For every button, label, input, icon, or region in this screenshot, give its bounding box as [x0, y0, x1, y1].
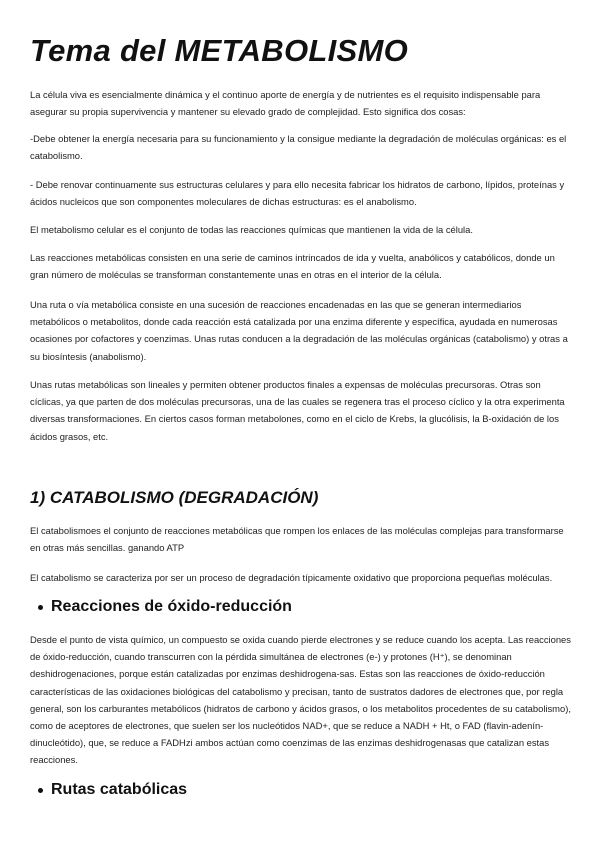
section-heading-catabolismo: 1) CATABOLISMO (DEGRADACIÓN) [30, 488, 319, 507]
bullet-heading-rutas [38, 781, 187, 799]
bullet-dot-icon [38, 788, 43, 793]
redox-paragraph: Desde el punto de vista químico, un compuesto se oxida cuando pierde electrones y se reduce cuando los acepta. Las reacciones de óxido-reducción, cuando transcurren con la pérdida simultánea de electrones (e-) y protones (H⁺), se denominan deshidrogenaciones, porque están catalizadas por enzimas deshidrogena-sas. Estas son las reacciones de óxido-reducción características de las oxidaciones biológicas del catabolismo y precisan, tanto de sustratos dadores de electrones que, por regla general, son los carburantes metabólicos (hidratos de carbono y ácidos grasos, o los metabolitos procedentes de su catabolismo), como de aceptores de electrones, que suelen ser los nucleótidos NAD+, que se reduce a NADH + Ht, o FAD (flavin-adenín-dinucleótido), que, se reduce a FADHzi ambos actúan como coenzimas de las enzimas deshidrogenasas que catalizan estas reacciones. [30, 634, 571, 766]
intro-paragraph-4: El metabolismo celular es el conjunto de todas las reacciones químicas que mantienen la vida de la célula. [30, 224, 473, 235]
bullet-heading-rutas-label: Rutas catabólicas [51, 781, 188, 798]
document-title: Tema del METABOLISMO [30, 33, 409, 68]
intro-paragraph-7: Unas rutas metabólicas son lineales y permiten obtener productos finales a expensas de moléculas precursoras. Otras son cíclicas, ya que parten de dos moléculas precursoras, una de las cuales se regenera tras el proceso cíclico y la otra experimenta diversas transformaciones. En ciertos casos forman metabolones, como en el ciclo de Krebs, la glucólisis, la B-oxidación de los ácidos grasos, etc. [30, 379, 565, 442]
bullet-dot-icon [38, 605, 43, 610]
intro-paragraph-2: -Debe obtener la energía necesaria para su funcionamiento y la consigue mediante la degradación de moléculas orgánicas: es el catabolismo. [30, 133, 567, 162]
catabolismo-paragraph-1: El catabolismoes el conjunto de reacciones metabólicas que rompen los enlaces de las moléculas complejas para transformarse en otras más sencillas. ganando ATP [30, 525, 564, 554]
intro-paragraph-5: Las reacciones metabólicas consisten en una serie de caminos intrincados de ida y vuelta, anabólicos y catabólicos, donde un gran número de moléculas se transforman constantemente unas en otras en el interior de la célula. [30, 252, 555, 281]
intro-paragraph-3: - Debe renovar continuamente sus estructuras celulares y para ello necesita fabricar los hidratos de carbono, lípidos, proteínas y ácidos nucleicos que son componentes moleculares de dichas estructuras: es el anabolismo. [30, 179, 565, 208]
bullet-heading-redox-label: Reacciones de óxido-reducción [51, 598, 292, 615]
intro-paragraph-6: Una ruta o vía metabólica consiste en una sucesión de reacciones encadenadas en las que se generan intermediarios metabólicos o metabolitos, donde cada reacción está catalizada por una enzima diferente y específica, ayudada en numerosas ocasiones por cofactores y coenzimas. Unas rutas conducen a la degradación de las moléculas orgánicas (catabolismo) y otras a su biosíntesis (anabolismo). [30, 299, 568, 362]
intro-paragraph-1: La célula viva es esencialmente dinámica y el continuo aporte de energía y de nutrientes es el requisito indispensable para asegurar su propia supervivencia y mantener su elevado grado de complejidad. Esto significa dos cosas: [30, 89, 541, 118]
bullet-heading-redox [38, 598, 292, 616]
catabolismo-paragraph-2: El catabolismo se caracteriza por ser un proceso de degradación típicamente oxidativo que proporciona pequeñas moléculas. [30, 572, 553, 583]
